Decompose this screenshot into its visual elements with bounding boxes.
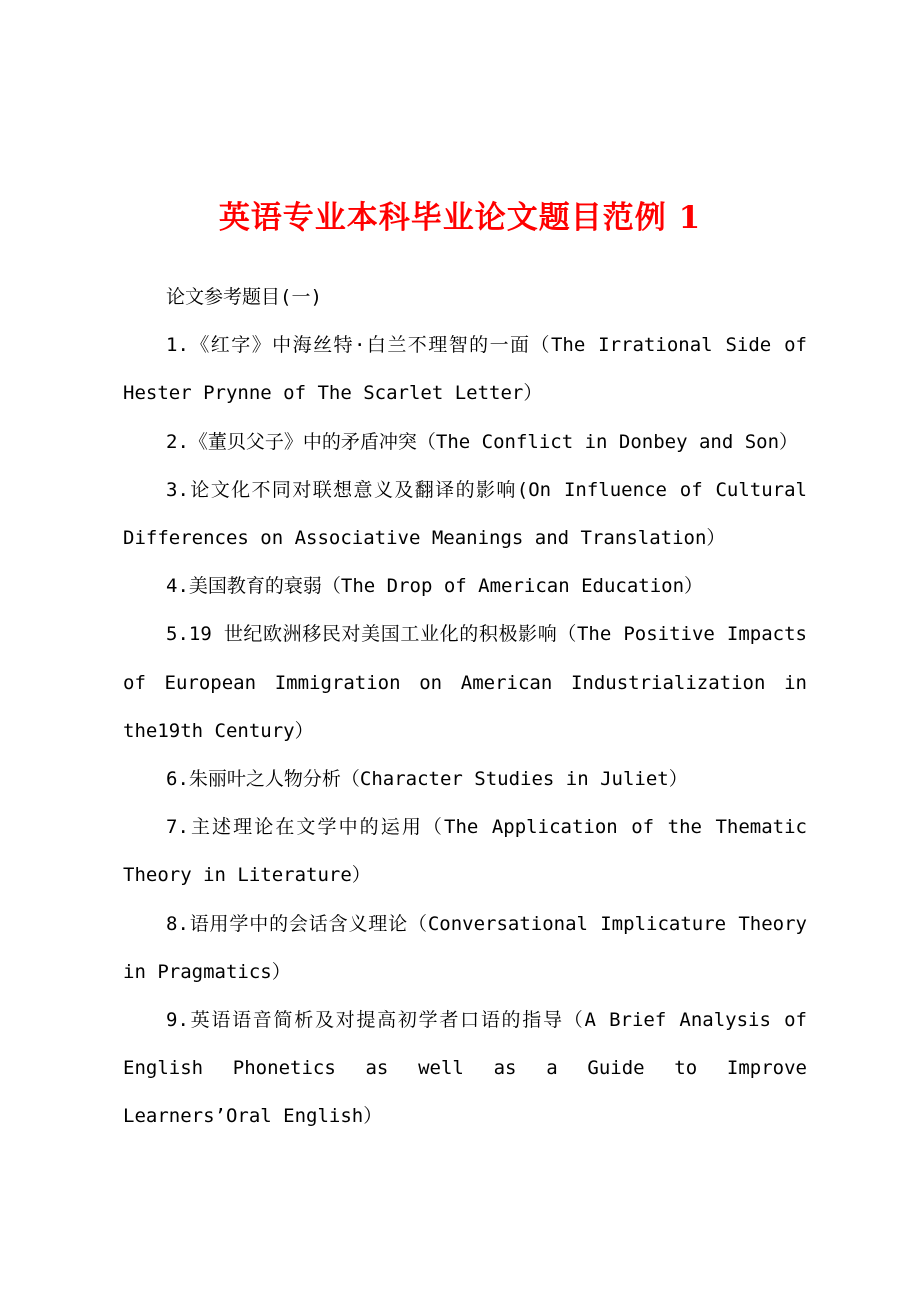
document-body xyxy=(123,273,807,1141)
topic-item-4: 4.美国教育的衰弱（The Drop of American Education） xyxy=(166,575,704,598)
topic-item-6: 6.朱丽叶之人物分析（Character Studies in Juliet） xyxy=(166,768,688,791)
topic-item-2: 2.《董贝父子》中的矛盾冲突（The Conflict in Donbey and Son） xyxy=(166,430,799,453)
topic-item-5: 5.19 世纪欧洲移民对美国工业化的积极影响（The Positive Impacts of European Immigration on American Industrialization in the19th Century） xyxy=(123,623,807,742)
topic-item-7: 7.主述理论在文学中的运用（The Application of the Thematic Theory in Literature） xyxy=(123,816,807,887)
topic-item-3: 3.论文化不同对联想意义及翻译的影响(On Influence of Cultural Differences on Associative Meanings and Translation） xyxy=(123,478,807,550)
topic-item-1: 1.《红字》中海丝特·白兰不理智的一面（The Irrational Side of Hester Prynne of The Scarlet Letter） xyxy=(123,334,807,405)
topic-item-9: 9.英语语音简析及对提高初学者口语的指导（A Brief Analysis of English Phonetics as well as a Guide to Improve Learners’Oral English） xyxy=(123,1009,807,1128)
topic-item-8: 8.语用学中的会话含义理论（Conversational Implicature Theory in Pragmatics） xyxy=(123,912,807,983)
section-heading: 论文参考题目(一) xyxy=(166,286,322,308)
document-title: 英语专业本科毕业论文题目范例 1 xyxy=(218,200,702,236)
